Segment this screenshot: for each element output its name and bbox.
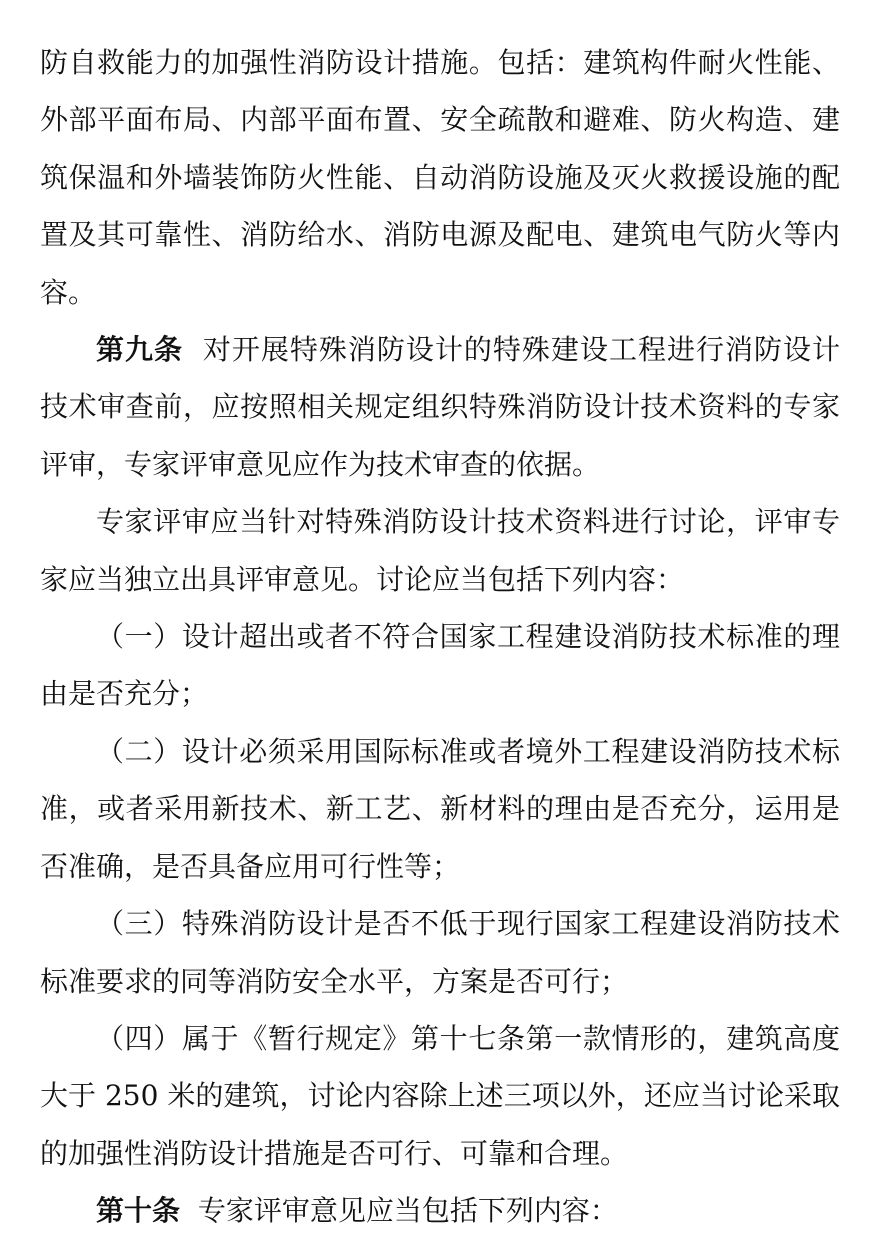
paragraph-text: 专家评审意见应当包括下列内容： [197,1194,618,1228]
list-item-4 [40,1010,840,1182]
paragraph-text: （四）属于《暂行规定》第十七条第一款情形的，建筑高度大于 250 米的建筑，讨论内容除上述三项以外，还应当讨论采取的加强性消防设计措施是否可行、可靠和合理。 [40,1021,840,1170]
article-9-heading: 第九条 [96,333,184,367]
expert-review-paragraph [40,493,840,608]
list-item-2 [40,723,840,895]
paragraph-text: （三）特殊消防设计是否不低于现行国家工程建设消防技术标准要求的同等消防安全水平，方案是否可行； [40,907,840,998]
list-item-1 [40,608,840,723]
paragraph-text: （一）设计超出或者不符合国家工程建设消防技术标准的理由是否充分； [40,620,840,711]
article-10-paragraph [40,1182,840,1239]
paragraph-text: （二）设计必须采用国际标准或者境外工程建设消防技术标准，或者采用新技术、新工艺、新材料的理由是否充分，运用是否准确，是否具备应用可行性等； [40,734,840,883]
paragraph-text: 对开展特殊消防设计的特殊建设工程进行消防设计技术审查前，应按照相关规定组织特殊消防设计技术资料的专家评审，专家评审意见应作为技术审查的依据。 [40,333,840,481]
paragraph-text: 防自救能力的加强性消防设计措施。包括：建筑构件耐火性能、外部平面布局、内部平面布置、安全疏散和避难、防火构造、建筑保温和外墙装饰防火性能、自动消防设施及灭火救援设施的配置及其可靠性、消防给水、消防电源及配电、建筑电气防火等内容。 [40,46,840,309]
paragraph-text: 专家评审应当针对特殊消防设计技术资料进行讨论，评审专家应当独立出具评审意见。讨论应当包括下列内容： [40,505,840,596]
article-9-paragraph [40,321,840,493]
document-page [40,34,840,1240]
article-10-heading: 第十条 [96,1194,181,1228]
continued-paragraph [40,34,840,321]
list-item-3 [40,895,840,1010]
